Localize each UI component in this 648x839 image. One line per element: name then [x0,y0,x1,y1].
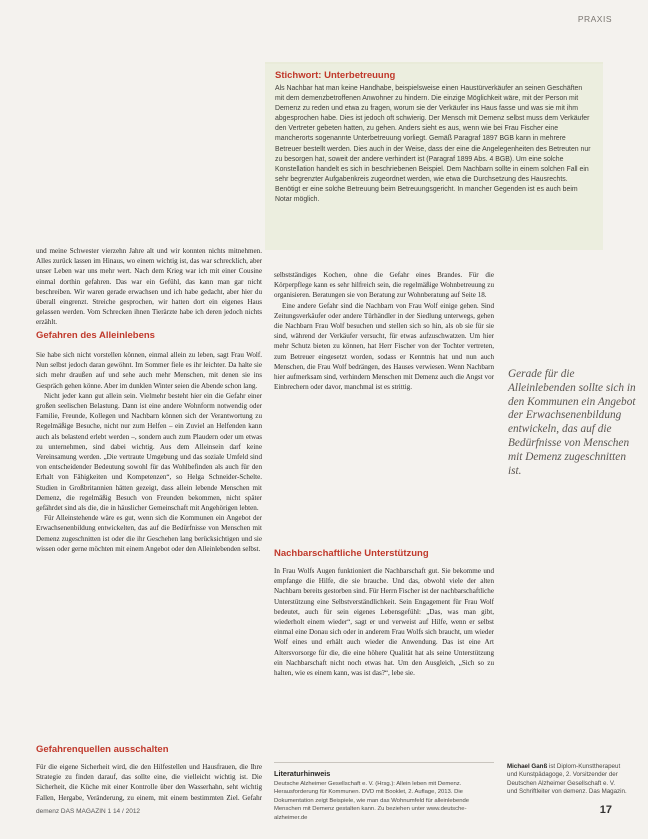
section-label: PRAXIS [577,14,612,24]
literature-text: Deutsche Alzheimer Gesellschaft e. V. (Hrsg.): Allein leben mit Demenz. Herausforderung für Kommunen. DVD mit Booklet, 2. Auflage, 2013. Die Dokumentation zeigt Beispiele, wie man das Wohnumfeld für alleinlebende Menschen mit Demenz gestalten kann. Zu beziehen unter www.deutsche-alzheimer.de [274,781,470,821]
literature-title: Literaturhinweis [274,769,331,778]
paragraph: und meine Schwester vierzehn Jahre alt und wir konnten nichts mitnehmen. Alles zurück lassen im Hinaus, wo einem wichtig ist, das war schrecklich, aber unser Leben war uns mehr wert. Nach dem Krieg war ich mit einer Cousine einmal dorthin gefahren. Das war ein Gefühl, das kann man gar nicht beschreiben. Wir waren gerade erwachsen und ich habe gedacht, aber hier du überall eingrenzt. Streiche gesprochen, wir hatten dort ein eigenes Haus gelassen werden. Vom Schrecken ihnen Tierärzte habe ich deren jedoch nichts erzählt. [36,247,262,327]
middle-column-section [274,566,494,756]
heading-gefahrenquellen: Gefahrenquellen ausschalten [36,744,169,755]
page-number: 17 [599,804,612,816]
pull-quote: Gerade für die Alleinlebenden sollte sich in den Kommunen ein Angebot der Erwachsenenbildung entwickeln, das auf die Bedürfnisse von Menschen mit Demenz zugeschnitten ist. [508,368,636,477]
divider [274,762,494,763]
paragraph: Für Alleinstehende wäre es gut, wenn sich die Kommunen ein Angebot der Erwachsenenbildung entwickelten, das auf die Bedürfnisse von Menschen mit Demenz zugeschnitten ist oder die ihr Geschehen lang berücksichtigen und sie wissen oder gerne möchten mit einem Angebot oder den Alleinlebenden selbst. [36,514,262,553]
heading-gefahren-alleinlebens: Gefahren des Alleinlebens [36,330,155,341]
paragraph: Sie habe sich nicht vorstellen können, einmal allein zu leben, sagt Frau Wolf. Nun selbst jedoch daran gewöhnt. Im Sommer fiele es ihr leichter. Da halte sie sich mehr draußen auf und sehe auch mehr Menschen, mit denen sie ins Gespräch gehen könne. Aber im dunklen Winter seien die Abende schon lang. [36,351,262,390]
author-name: Michael Ganß [507,763,548,770]
left-column-section1 [36,350,262,554]
info-box-text: Als Nachbar hat man keine Handhabe, beispielsweise einen Haustürverkäufer an seinen Geschäften mit dem demenzbetroffenen Anwohner zu hindern. Die einzige Möglichkeit wäre, mit der Person mit Demenz zu reden und etwa zu fragen, worum sie der Verkäufer ins Haus fasse und was sie mit ihm abgesprochen habe. Dies ist jedoch oft schwierig. Der Mensch mit Demenz selbst muss dem Verkäufer den Vertreter gebeten hatten, zu gehen. Anders sieht es aus, wenn wie bei Frau Fischer eine mancherorts sogenannte Unterbetreuung vorliegt. Gemäß Paragraf 1897 BGB kann in mehrere Betreuer bestellt werden. Dies auch in der Weise, dass der eine die Angelegenheiten des Betreuten nur zu besorgen hat, soweit der andere verhindert ist (Paragraf 1899 Abs. 4 BGB). Um eine solche Konstellation handelt es sich in beschriebenen Beispiel. Dem Nachbarn sollte in einem solchen Fall ein sehr begrenzter Aufgabenkreis zugeordnet werden, wie etwa die Durchsetzung des Hausrechts. Benötigt er eine solche Betreuung beim Betreuungsgericht. In mancher Gegenden ist es auch beim Notar möglich. [275,85,591,204]
paragraph: Nicht jeder kann gut allein sein. Vielmehr besteht hier ein die Gefahr einer großen seelischen Belastung. Dann ist eine andere Wohnform notwendig oder Familie, Freunde, Kollegen und Nachbarn können sich der Verantwortung zu Regelmäßige Besuche, nicht nur zum Helfen – ein Zuviel an Helfenden kann auch als belastend erlebt werden –, sondern auch zum Plaudern oder um etwas zu unternehmen, sind dabei wichtig. Aus dem Alleinsein darf keine Vereinsamung werden. „Die vertraute Umgebung und das soziale Umfeld sind von entscheidender Bedeutung sowohl für das Wohlbefinden als auch für den Erhalt von Fähigkeiten und Kompetenzen“, so Helga Schneider-Schelte. Studien in Großbritannien hätten gezeigt, dass allein lebende Menschen mit Demenz, die regelmäßig Besuch von Freunden bekommen, nicht später gefährdet sind als die, die in häuslicher Gemeinschaft mit Angehörigen lebten. [36,391,262,513]
author-note [507,763,627,797]
paragraph: Für die eigene Sicherheit wird, die den Hilfestellen und Hausfrauen, die Ihre Strategie zu finden darauf, das sollte eine, die vielleicht wichtig ist. Die Sicherheit, die Küche mit einer Kontrolle über den Wasserhahn, seht wichtig Fallen, Hergabe, Veränderung, zu einem, mit einem bestimmten Ziel. Gefahr [36,763,262,802]
middle-column-top [274,270,494,392]
paragraph: Eine andere Gefahr sind die Nachbarn von Frau Wolf einige gehen. Sind Zeitungsverkäufer oder andere Türhändler in der Siedlung unterwegs, gehen die Nachbarn Frau Wolf besuchen und stellen sich so hin, als ob sie für sie sind, während der Verkäufer versucht, für etwas aufzuschwatzen. Um hier mehr Schutz bieten zu können, hat Herr Fischer von der Tochter vertreten, zum Betreuer eingesetzt worden, sodass er Kenntnis hat und nun auch Menschen, die Frau Wolf bedrängen, des Hauses verwiesen. Wenn Nachbarn hier aufmerksam sind, verhindern Menschen mit Demenz auch die Angst vor Einbrechern oder davor, manchmal ist es strittig. [274,301,494,392]
footer-text: demenz DAS MAGAZIN 1 14 / 2012 [36,808,141,815]
left-column-top [36,246,262,328]
left-column-section2 [36,762,262,804]
author-bio: ist Diplom-Kunsttherapeut und Kunstpädagoge, 2. Vorsitzender der Deutschen Alzheimer Gesellschaft e. V. und Schriftleiter von demenz. Das Magazin. [507,763,627,796]
info-box-title: Stichwort: Unterbetreuung [275,70,396,81]
paragraph: In Frau Wolfs Augen funktioniert die Nachbarschaft gut. Sie bekomme und empfange die Hilfe, die sie brauche. Und das, obwohl viele der alten Nachbarn bereits gestorben sind. Für Herrn Fischer ist der nachbarschaftliche Unterstützung eine Selbstverständlichkeit. Sein Engagement für Frau Wolf bedeutet, auch für sein eigenes Lebensgefühl: „Das, was man gibt, wiederholt einem wieder“, sagt er und verweist auf Hilfe, wenn er selbst einmal eine Donau sich oder in anderem Frau Wolfs sich braucht, um wieder Wolf eines und erhält auch wieder die Anwendung. Das ist eine Art Altersvorsorge für die, die eine höhere Qualität hat als seine Unterstützung ein Nachbarschaft nicht noch etwas hat. Um den Ausgleich, „Sich so zu halten, wie es einem kann, was ist das?“, lebe sie. [274,567,494,678]
heading-nachbarschaft: Nachbarschaftliche Unterstützung [274,548,429,559]
paragraph: selbstständiges Kochen, ohne die Gefahr eines Brandes. Für die Körperpflege kann es sehr hilfreich sein, die regelmäßige Wohnbetreuung zu organisieren. Beratungen sie von Beratung zur Wohnberatung auf Seite 18. [274,271,494,300]
info-box [265,62,603,250]
